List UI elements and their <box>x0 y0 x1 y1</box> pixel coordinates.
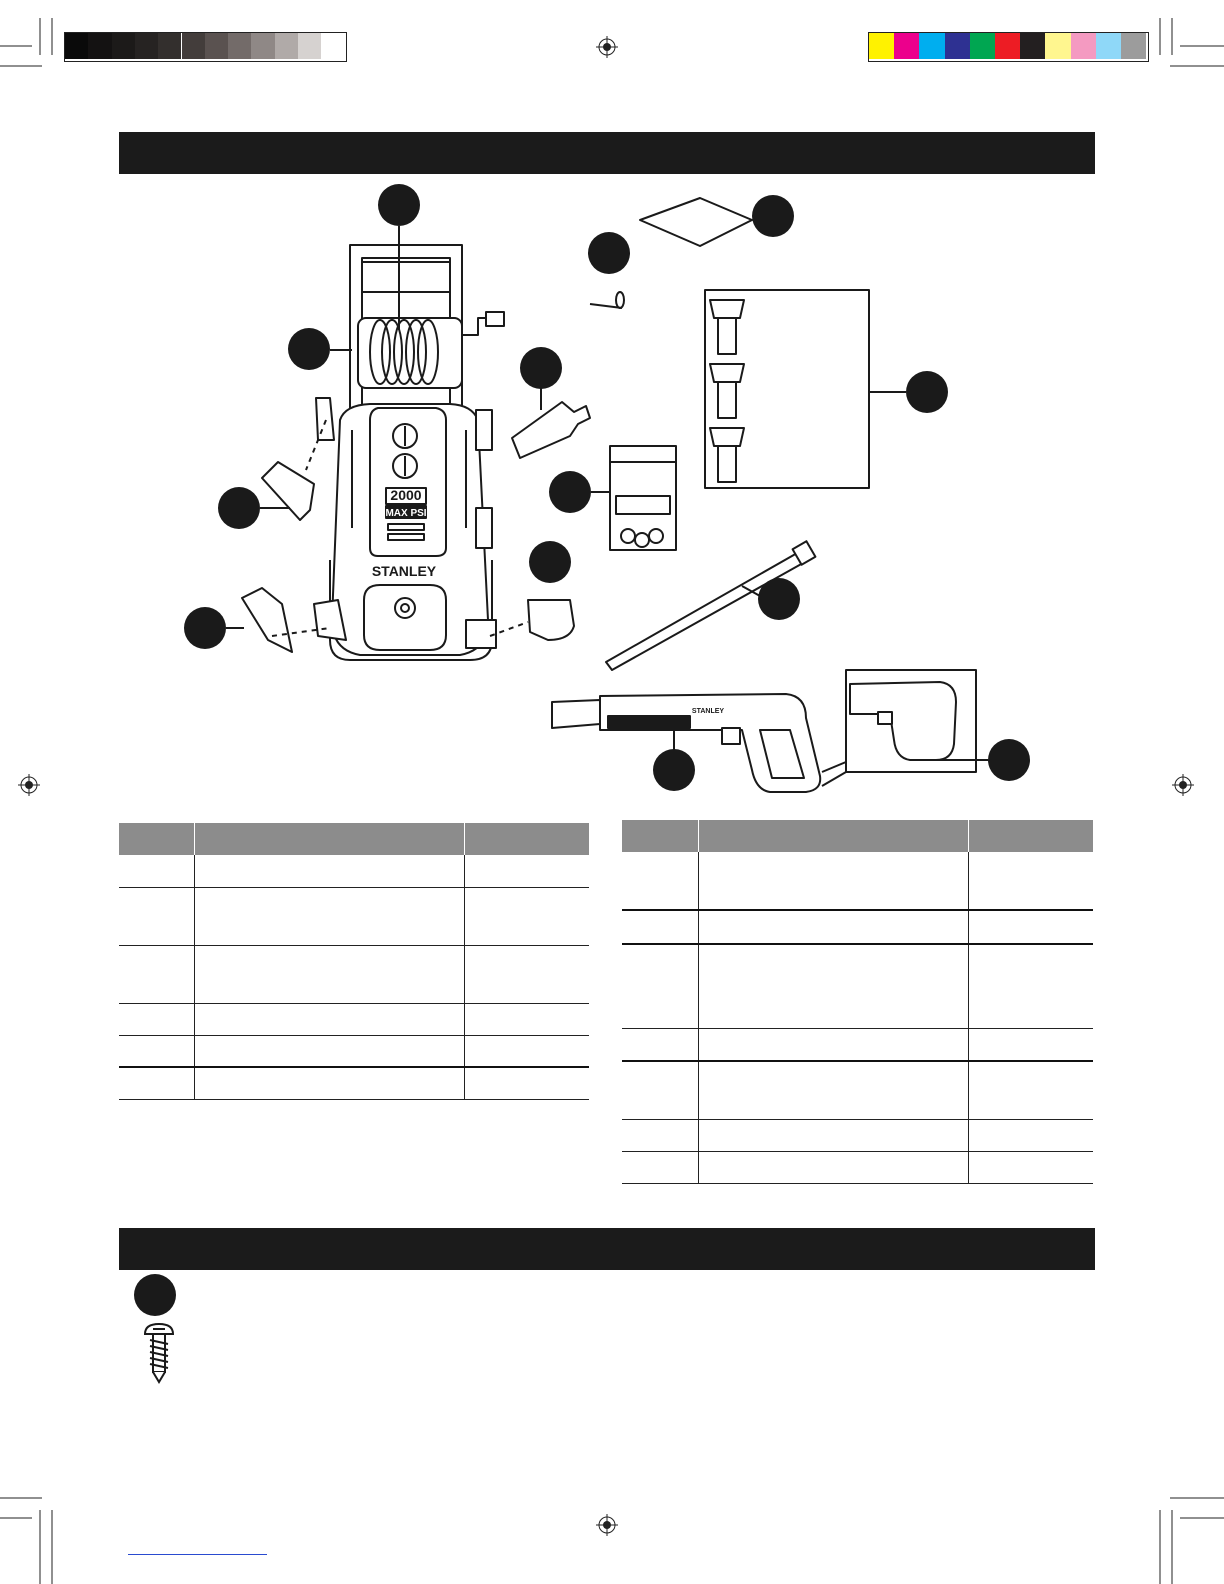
gun-brand-label: STANLEY <box>691 708 725 715</box>
registration-target-icon <box>596 1514 618 1536</box>
column-header-quantity <box>968 820 1093 852</box>
callout-marker <box>549 471 591 513</box>
table-row <box>119 945 589 1003</box>
table-header-row <box>119 823 589 855</box>
table-row <box>622 1061 1093 1119</box>
callout-marker <box>906 371 948 413</box>
product-brand-label: STANLEY <box>371 563 437 579</box>
panel-psi-label: 2000 <box>390 487 422 503</box>
table-row <box>622 1028 1093 1061</box>
section-header-bar-hardware <box>119 1228 1095 1270</box>
table-row <box>622 910 1093 944</box>
panel-badge-label: MAX PSI <box>385 508 427 519</box>
callout-marker <box>520 347 562 389</box>
callout-marker <box>653 749 695 791</box>
callout-marker <box>218 487 260 529</box>
table-row <box>622 852 1093 910</box>
table-row <box>622 944 1093 1028</box>
table-row <box>119 1003 589 1035</box>
column-header-key <box>119 823 194 855</box>
table-row <box>119 887 589 945</box>
callout-marker <box>752 195 794 237</box>
callout-marker <box>588 232 630 274</box>
column-header-description <box>194 823 464 855</box>
callout-marker <box>288 328 330 370</box>
column-header-description <box>698 820 968 852</box>
screw-icon <box>142 1322 176 1384</box>
table-row <box>622 1151 1093 1183</box>
parts-table-right <box>622 820 1093 1184</box>
table-row <box>119 855 589 887</box>
column-header-key <box>622 820 698 852</box>
callout-marker <box>529 541 571 583</box>
callout-marker <box>988 739 1030 781</box>
parts-table-left <box>119 823 589 1100</box>
table-header-row <box>622 820 1093 852</box>
table-row <box>622 1119 1093 1151</box>
table-row <box>119 1035 589 1067</box>
footer-link-underline <box>128 1554 267 1555</box>
table-row <box>119 1067 589 1099</box>
callout-marker <box>378 184 420 226</box>
callout-marker <box>184 607 226 649</box>
callout-marker <box>758 578 800 620</box>
column-header-quantity <box>464 823 589 855</box>
callout-marker <box>134 1274 176 1316</box>
